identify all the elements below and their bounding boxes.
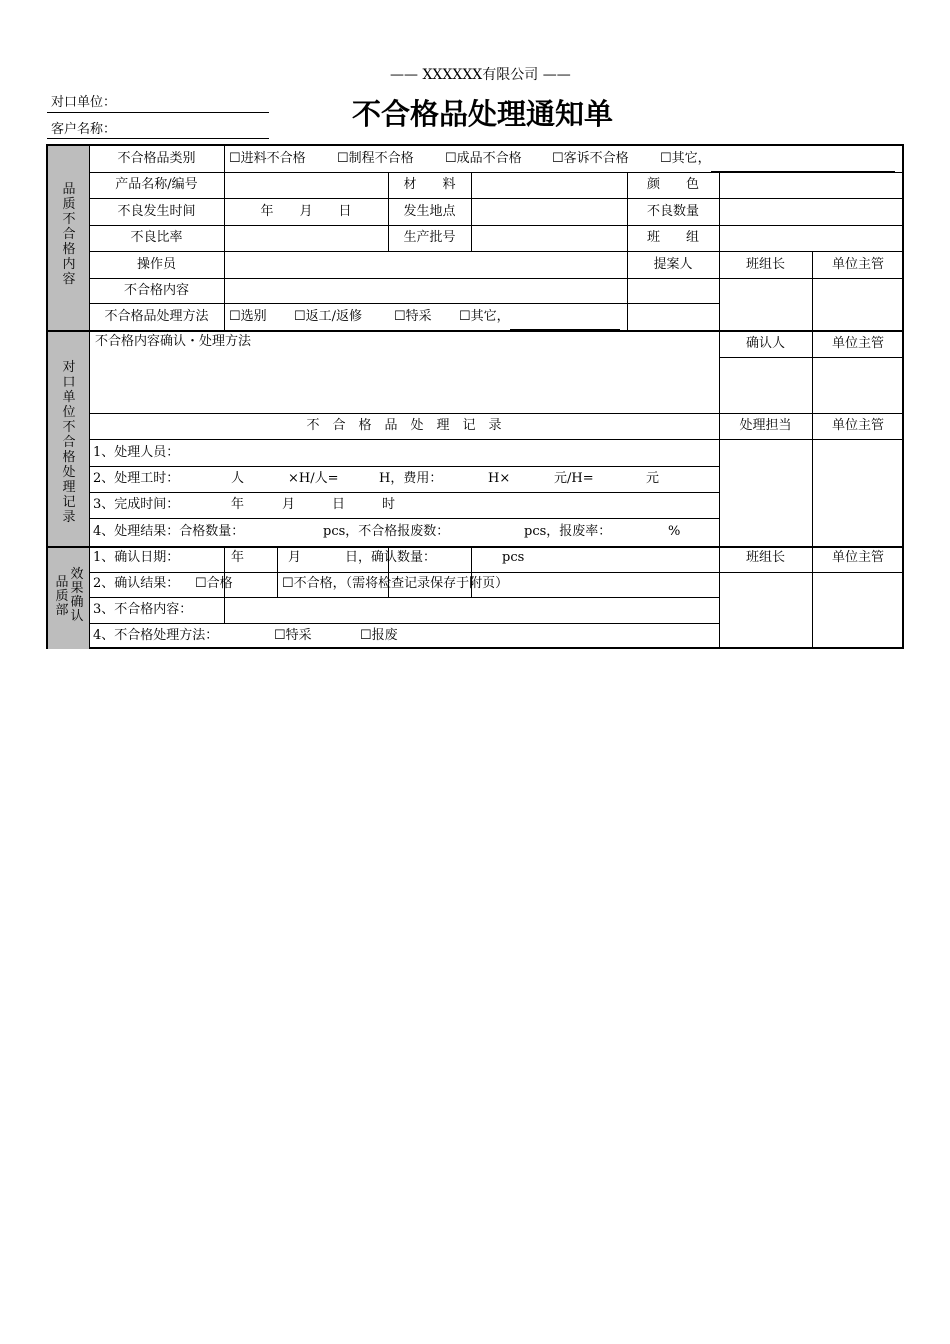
opt-process[interactable]: ☐制程不合格 — [337, 151, 414, 166]
work-hours-h: H× — [488, 471, 511, 486]
finish-year: 年 — [231, 497, 245, 512]
leader-label-2: 班组长 — [745, 550, 785, 565]
opt-other[interactable] — [660, 146, 895, 172]
result-pass-checkbox[interactable]: ☐合格 — [195, 576, 233, 591]
section-confirm-label-a: 效果确认 — [70, 567, 84, 624]
confirm-result-label: 2、确认结果： — [93, 576, 180, 591]
opt-method-other-label: ☐其它， — [459, 309, 510, 324]
defect-time-label: 不良发生时间 — [117, 204, 196, 219]
special-checkbox[interactable]: ☐特采 — [274, 628, 312, 643]
record-title: 不 合 格 品 处 理 记 录 — [306, 418, 502, 433]
section-quality-label: 品质不合格内容 — [62, 182, 76, 287]
ratio-label: 不良比率 — [130, 230, 183, 245]
defect-qty-label: 不良数量 — [646, 204, 699, 219]
confirm-year: 年 — [231, 550, 245, 565]
confirmer-label: 确认人 — [745, 336, 785, 351]
opt-finished[interactable]: ☐成品不合格 — [445, 151, 522, 166]
proposer-label: 提案人 — [653, 257, 693, 272]
confirm-date-label: 1、确认日期： — [93, 550, 180, 565]
customer-label: 客户名称： — [51, 122, 117, 137]
leader-label: 班组长 — [745, 257, 785, 272]
result-fail-checkbox[interactable]: ☐不合格，（需将检查记录保存于附页） — [282, 576, 509, 591]
other-field[interactable] — [711, 157, 895, 172]
finish-hour: 时 — [382, 497, 396, 512]
team-label: 班 组 — [646, 230, 699, 245]
work-hours-cost: H，费用： — [379, 471, 443, 486]
nc-content-label: 3、不合格内容： — [93, 602, 193, 617]
work-hours-label: 2、处理工时： — [93, 471, 180, 486]
finish-time-label: 3、完成时间： — [93, 497, 180, 512]
result-rate: pcs，报废率： — [524, 524, 612, 539]
opt-special[interactable]: ☐特采 — [394, 309, 432, 324]
customer-field[interactable] — [47, 138, 269, 139]
supervisor-label: 单位主管 — [831, 257, 884, 272]
opt-sort[interactable]: ☐选别 — [229, 309, 267, 324]
opt-incoming[interactable]: ☐进料不合格 — [229, 151, 306, 166]
content-label: 不合格内容 — [123, 283, 189, 298]
product-label: 产品名称/编号 — [115, 177, 198, 192]
work-hours-yuan: 元 — [646, 471, 660, 486]
notice-form — [46, 144, 904, 649]
page-title: 不合格品处理通知单 — [352, 97, 614, 131]
opt-rework[interactable]: ☐返工/返修 — [294, 309, 363, 324]
material-label: 材 料 — [403, 177, 456, 192]
work-hours-unit-hpp: ×H/人= — [288, 471, 339, 486]
defect-date[interactable]: 年 月 日 — [260, 204, 352, 219]
operator-label: 操作员 — [136, 257, 176, 272]
opt-other-label: ☐其它， — [660, 151, 711, 166]
company-name: —— XXXXXX有限公司 —— — [390, 67, 571, 83]
counterpart-field[interactable] — [47, 112, 269, 113]
confirm-month: 月 — [288, 550, 302, 565]
confirm-text: 不合格内容确认・处理方法 — [95, 334, 252, 349]
finish-day: 日 — [332, 497, 346, 512]
finish-month: 月 — [282, 497, 296, 512]
place-label: 发生地点 — [403, 204, 456, 219]
result-percent: % — [668, 524, 681, 539]
handler-label: 处理担当 — [739, 418, 792, 433]
method-other-field[interactable] — [510, 315, 620, 330]
batch-label: 生产批号 — [403, 230, 456, 245]
work-hours-unit-person: 人 — [231, 471, 245, 486]
scrap-checkbox[interactable]: ☐报废 — [360, 628, 398, 643]
opt-method-other[interactable] — [459, 304, 620, 330]
nc-method-label: 4、不合格处理方法： — [93, 628, 219, 643]
color-label: 颜 色 — [646, 177, 699, 192]
section-confirm-label-b: 品质部 — [55, 575, 69, 618]
section-record-label: 对口单位不合格处理记录 — [62, 360, 76, 525]
opt-complaint[interactable]: ☐客诉不合格 — [552, 151, 629, 166]
supervisor-label-3: 单位主管 — [831, 418, 884, 433]
result-scrap: pcs，不合格报废数： — [323, 524, 450, 539]
result-label: 4、处理结果：合格数量： — [93, 524, 245, 539]
confirm-qty-label: 日，确认数量： — [345, 550, 437, 565]
supervisor-label-4: 单位主管 — [831, 550, 884, 565]
supervisor-label-2: 单位主管 — [831, 336, 884, 351]
handler-line: 1、处理人员： — [93, 445, 180, 460]
work-hours-rate: 元/H= — [554, 471, 594, 486]
counterpart-label: 对口单位： — [51, 95, 117, 110]
method-label: 不合格品处理方法 — [104, 309, 209, 324]
confirm-pcs: pcs — [502, 550, 525, 565]
category-label: 不合格品类别 — [117, 151, 196, 166]
